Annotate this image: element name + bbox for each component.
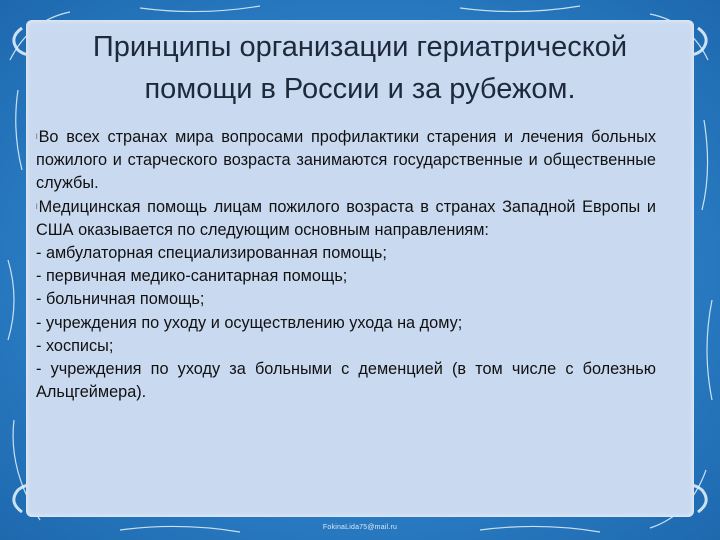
list-item: - амбулаторная специализированная помощь; [36, 244, 387, 263]
list-item: - больничная помощь; [36, 290, 205, 309]
footer-email: FokinaLida75@mail.ru [322, 524, 398, 531]
slide-body [36, 126, 656, 404]
list-item: - учреждения по уходу и осуществлению ухода на дому; [36, 313, 463, 332]
paragraph-2: $^l$Медицинская помощь лицам пожилого возраста в странах Западной Европы и США оказывается по следующим основным направлениям: [36, 197, 656, 239]
bullet-marker: l [36, 134, 38, 141]
list-item: - хосписы; [36, 336, 114, 355]
list-item: - учреждения по уходу за больными с деменцией (в том числе с болезнью Альцгеймера). [36, 360, 656, 402]
list-item: - первичная медико-санитарная помощь; [36, 267, 348, 286]
paragraph-1: $^l$Во всех странах мира вопросами профилактики старения и лечения больных пожилого и старческого возраста занимаются государственные и общественные службы. [36, 128, 656, 193]
bullet-marker: l [36, 203, 38, 211]
slide-title: Принципы организации гериатрической помощи в России и за рубежом. [92, 31, 628, 105]
